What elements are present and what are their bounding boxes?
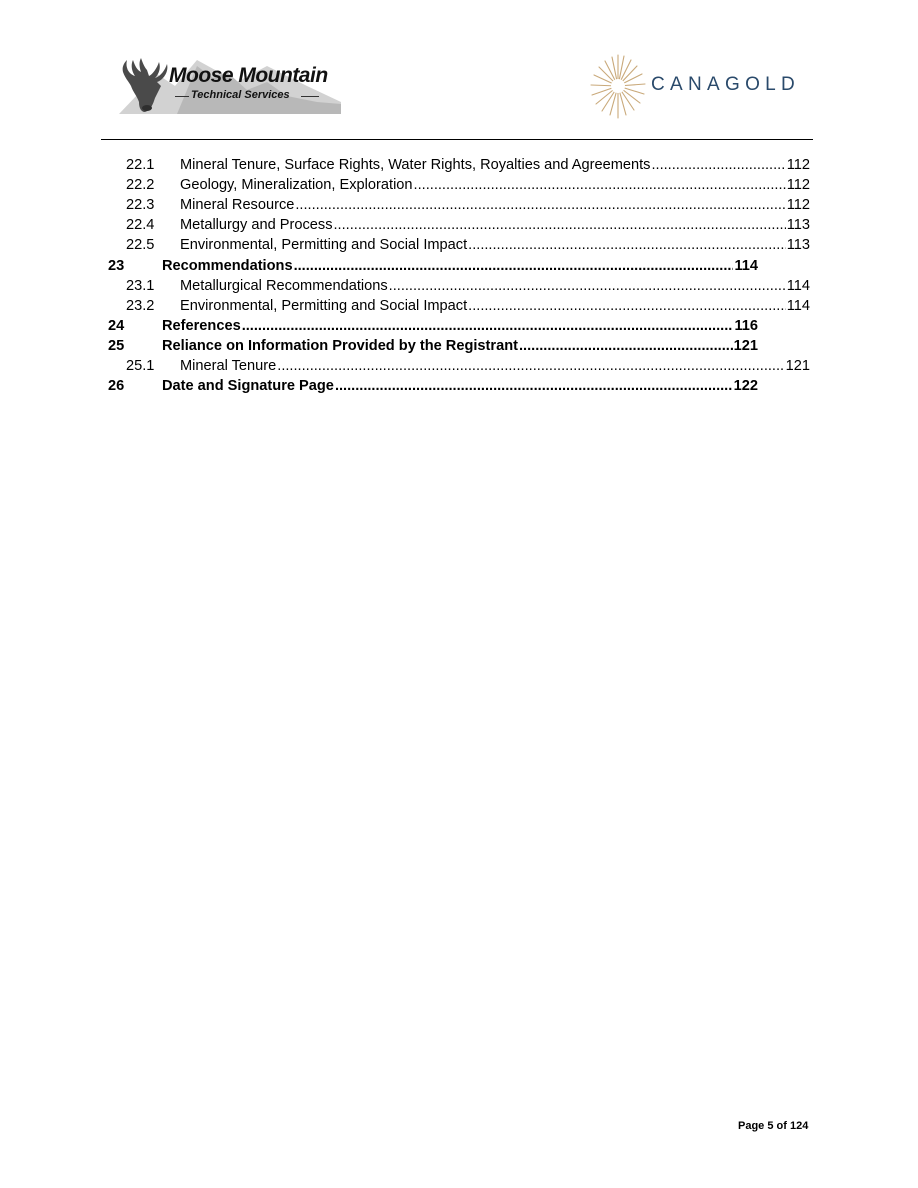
- toc-dot-leader: [294, 256, 734, 276]
- toc-entry-page: 112: [786, 197, 810, 214]
- toc-dot-leader: [389, 276, 786, 296]
- toc-dot-leader: [651, 155, 785, 175]
- toc-entry-number: 23.2: [126, 297, 155, 314]
- toc-entry-title: Date and Signature Page: [162, 378, 334, 395]
- toc-entry-number: 22.1: [126, 157, 155, 173]
- toc-dot-leader: [334, 215, 786, 235]
- toc-entry-page: 113: [786, 237, 810, 254]
- toc-entry[interactable]: [126, 175, 810, 195]
- moose-mountain-logo: [117, 52, 345, 118]
- toc-entry-number: 26: [108, 378, 125, 395]
- toc-entry-number: 25: [108, 337, 125, 354]
- toc-entry[interactable]: [108, 316, 758, 336]
- header-divider: [101, 139, 813, 140]
- toc-entry-title: Mineral Tenure: [180, 358, 277, 374]
- toc-dot-leader: [277, 356, 784, 376]
- toc-dot-leader: [468, 235, 786, 255]
- toc-entry-title: References: [162, 317, 241, 334]
- toc-entry[interactable]: [126, 356, 810, 376]
- toc-entry-page: 112: [786, 157, 810, 173]
- toc-entry[interactable]: [126, 155, 810, 175]
- canagold-logo: [588, 52, 808, 120]
- toc-entry-title: Recommendations: [162, 257, 293, 274]
- toc-entry[interactable]: [108, 376, 758, 396]
- toc-entry[interactable]: [126, 215, 810, 235]
- toc-entry-title: Mineral Tenure, Surface Rights, Water Rights, Royalties and Agreements: [180, 157, 651, 173]
- toc-entry-title: Reliance on Information Provided by the Registrant: [162, 337, 518, 354]
- toc-entry-number: 22.4: [126, 217, 155, 234]
- toc-entry-page: 113: [786, 217, 810, 234]
- toc-dot-leader: [414, 175, 786, 195]
- toc-dot-leader: [242, 316, 734, 336]
- sunburst-icon: [588, 52, 648, 120]
- toc-entry[interactable]: [126, 276, 810, 296]
- toc-entry[interactable]: [108, 336, 758, 356]
- toc-entry[interactable]: [126, 195, 810, 215]
- toc-entry-page: 121: [785, 358, 810, 374]
- logo-title: Moose Mountain: [169, 64, 328, 87]
- page-number: Page 5 of 124: [738, 1120, 809, 1132]
- logo-subtitle-rule-right: [301, 96, 319, 97]
- toc-entry-page: 122: [733, 378, 758, 395]
- toc-entry[interactable]: [126, 235, 810, 255]
- toc-dot-leader: [335, 376, 733, 396]
- toc-entry-page: 114: [786, 297, 810, 314]
- toc-entry-title: Environmental, Permitting and Social Impact: [180, 297, 468, 314]
- toc-entry-title: Metallurgical Recommendations: [180, 277, 388, 294]
- toc-entry-number: 25.1: [126, 358, 155, 374]
- toc-entry[interactable]: [126, 296, 810, 316]
- toc-entry-page: 121: [733, 337, 758, 354]
- toc-entry-page: 116: [734, 317, 758, 334]
- toc-entry-number: 23.1: [126, 277, 155, 294]
- toc-entry-number: 22.3: [126, 197, 155, 214]
- toc-entry-title: Environmental, Permitting and Social Impact: [180, 237, 468, 254]
- canagold-wordmark: CANAGOLD: [651, 74, 801, 95]
- toc-dot-leader: [295, 195, 785, 215]
- logo-subtitle-rule-left: [175, 96, 189, 97]
- toc-entry-number: 23: [108, 257, 125, 274]
- toc-dot-leader: [468, 296, 786, 316]
- toc-entry[interactable]: [108, 256, 758, 276]
- toc-entry-title: Metallurgy and Process: [180, 217, 333, 234]
- logo-subtitle: Technical Services: [191, 89, 290, 101]
- toc-entry-number: 24: [108, 317, 125, 334]
- toc-entry-page: 112: [786, 177, 810, 194]
- toc-entry-number: 22.5: [126, 237, 155, 254]
- toc-entry-title: Geology, Mineralization, Exploration: [180, 177, 413, 194]
- toc-entry-page: 114: [734, 257, 758, 274]
- toc-dot-leader: [519, 336, 733, 356]
- toc-entry-title: Mineral Resource: [180, 197, 295, 214]
- toc-entry-page: 114: [786, 277, 810, 294]
- toc-entry-number: 22.2: [126, 177, 155, 194]
